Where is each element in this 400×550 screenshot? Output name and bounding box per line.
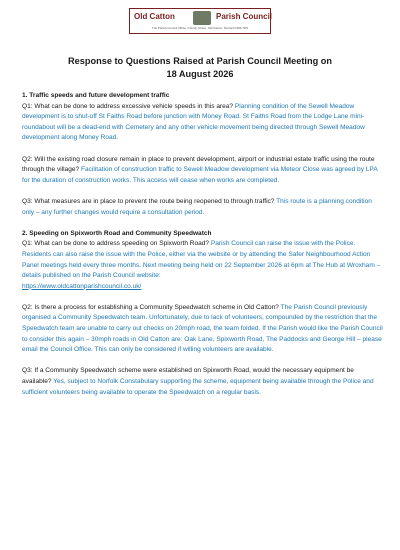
question-answer [22,155,384,187]
question-text: Q3: What measures are in place to prevent the route being reopened to through traffic? [22,197,275,205]
section-heading: 2. Speeding on Spixworth Road and Community Speedwatch [22,229,212,237]
logo-right-text: Parish Council [216,12,273,21]
answer-text: Facilitation of construction traffic to Sewell Meadow development via Meteor Close was agreed by LPA for the duration of construction works. This access will cease when works are completed. [22,166,378,184]
answer-text: The Parish Council previously organised a Community Speedwatch team. Unfortunately, due to lack of volunteers, compounded by the restriction that the Speedwatch team are unable to carry out checks on 20mph road, the team folded. If the Parish would like the Parish Council to consider this again – 30mph roads in Old Catton are: Oak Lane, Spixworth Road, The Paddocks and George Hill – please email the Council Office. This can only be considered if willing volunteers are available. [22,303,383,354]
answer-text: This route is a planning condition only – any further changes would require a consultation period. [22,197,372,216]
title-line-1: Response to Questions Raised at Parish Council Meeting on [68,56,332,66]
document-body [22,91,384,409]
question-text: Q2: Will the existing road closure remain in place to prevent development, airport or industrial estate traffic using the route through the village? [22,155,375,174]
question-text: Q2: Is there a process for establishing a Community Speedwatch scheme in Old Catton? [22,303,279,311]
crest-icon [193,11,211,25]
answer-text: Yes, subject to Norfolk Constabulary supporting the scheme, equipment being available through the Police and sufficient volunteers being available to operate the Speedwatch on a regular basis. [22,378,374,396]
title-line-2: 18 August 2026 [166,69,234,79]
website-link[interactable]: https://www.oldcattonparishcouncil.co.uk/ [22,282,142,290]
question-answer [22,303,384,356]
question-text: Q1: What can be done to address excessive vehicle speeds in this area? [22,102,234,110]
question-answer [22,239,384,292]
question-answer [22,102,384,144]
question-text: Q3: If a Community Speedwatch scheme were established on Spixworth Road, would the necessary equipment be available? [22,367,354,386]
council-logo [129,8,271,34]
logo-left-text: Old Catton [134,12,175,21]
question-text: Q1: What can be done to address speeding on Spixworth Road? [22,240,210,248]
answer-text: Planning condition of the Sewell Meadow development is to shut-off St Faiths Road before junction with Money Road. St Faiths Road from the Lodge Lane mini-roundabout will be a dead-end with Cemetery and any other vehicle movement being directed through Sewell Meadow development along Money Road. [22,102,365,142]
logo-address: The Parish Council Office, Church Street, Old Catton, Norwich NR6 7DS [151,26,249,30]
question-answer [22,366,384,398]
section-heading: 1. Traffic speeds and future development traffic [22,92,170,99]
answer-text: Parish Council can raise the issue with the Police. Residents can also raise the issue with the Police, either via the website or by attending the Safer Neighbourhood Action Panel meetings held every three months. Next meeting being held on 22 September 2026 at 6pm at The Hub at Wroxham – details published on the Parish Council website: [22,240,381,280]
page-title [0,55,400,81]
question-answer [22,197,384,218]
